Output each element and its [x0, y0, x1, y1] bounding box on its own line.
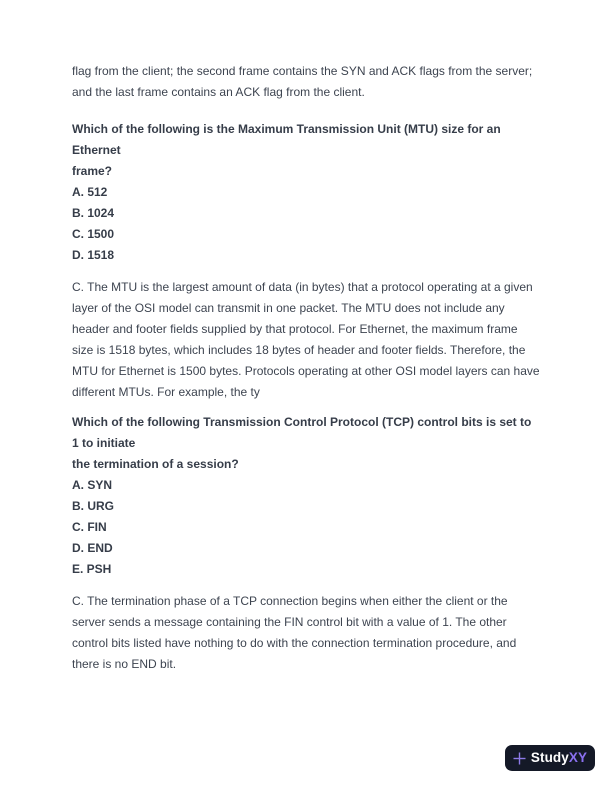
question-text-line: Which of the following Transmission Control Protocol (TCP) control bits is set to	[72, 415, 532, 429]
question-block	[72, 412, 550, 580]
logo-text-study: Study	[530, 750, 569, 766]
text-line: server sends a message containing the FIN control bit with a value of 1. The other	[72, 615, 507, 629]
answer-option: A. SYN	[72, 478, 113, 492]
text-line: there is no END bit.	[72, 657, 177, 671]
text-line: size is 1518 bytes, which includes 18 bytes of header and footer fields. Therefore, the	[72, 343, 526, 357]
text-line: control bits listed have nothing to do with the connection termination procedure, and	[72, 636, 517, 650]
answer-option: C. FIN	[72, 520, 107, 534]
plus-icon	[513, 752, 526, 765]
paragraph	[72, 61, 550, 103]
question-block	[72, 119, 550, 266]
studyxy-logo	[505, 745, 595, 771]
answer-option: B. URG	[72, 499, 114, 513]
question-text-line: Ethernet	[72, 143, 121, 157]
answer-option: E. PSH	[72, 562, 112, 576]
question-text-line: frame?	[72, 164, 113, 178]
text-line: C. The MTU is the largest amount of data (in bytes) that a protocol operating at a given	[72, 280, 533, 294]
text-line: flag from the client; the second frame contains the SYN and ACK flags from the server;	[72, 64, 533, 78]
answer-option: B. 1024	[72, 206, 115, 220]
explanation-paragraph	[72, 277, 550, 403]
logo-text-xy: XY	[568, 750, 588, 766]
text-line: and the last frame contains an ACK flag from the client.	[72, 85, 365, 99]
question-text-line: Which of the following is the Maximum Transmission Unit (MTU) size for an	[72, 122, 501, 136]
answer-option: D. END	[72, 541, 113, 555]
answer-option: D. 1518	[72, 248, 115, 262]
answer-option: C. 1500	[72, 227, 115, 241]
answer-option: A. 512	[72, 185, 108, 199]
text-line: header and footer fields supplied by that protocol. For Ethernet, the maximum frame	[72, 322, 518, 336]
text-line: layer of the OSI model can transmit in one packet. The MTU does not include any	[72, 301, 505, 315]
question-text-line: the termination of a session?	[72, 457, 239, 471]
text-line: MTU for Ethernet is 1500 bytes. Protocols operating at other OSI model layers can have	[72, 364, 540, 378]
logo-wordmark	[531, 751, 587, 765]
explanation-paragraph	[72, 591, 550, 675]
text-line: different MTUs. For example, the ty	[72, 385, 260, 399]
text-line: C. The termination phase of a TCP connection begins when either the client or the	[72, 594, 508, 608]
page-content	[72, 61, 550, 675]
question-text-line: 1 to initiate	[72, 436, 136, 450]
